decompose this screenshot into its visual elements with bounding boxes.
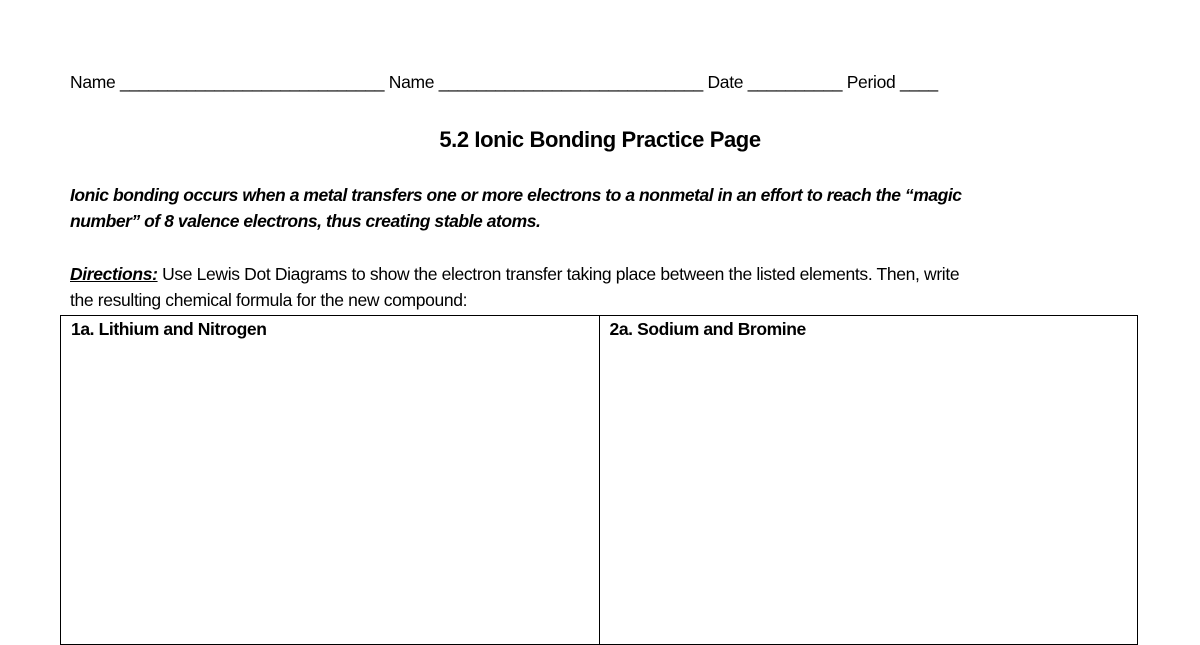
date-label: Date — [707, 72, 744, 92]
answer-cell-2a[interactable] — [599, 316, 1138, 644]
period-label: Period — [846, 72, 896, 92]
cell-heading: 1a. Lithium and Nitrogen — [71, 319, 267, 339]
name-blank[interactable]: ____________________________ — [438, 72, 703, 92]
directions-line: the resulting chemical formula for the new compound: — [70, 290, 468, 310]
name-label: Name — [388, 72, 435, 92]
name-blank[interactable]: ____________________________ — [120, 72, 385, 92]
directions-label: Directions: — [70, 264, 158, 284]
name-label: Name — [70, 72, 116, 92]
cell-heading: 2a. Sodium and Bromine — [609, 319, 806, 339]
answer-cell-1a[interactable] — [61, 316, 599, 644]
intro-text-line: Ionic bonding occurs when a metal transfers one or more electrons to a nonmetal in an effort to reach the “magic — [70, 185, 962, 205]
answer-table — [60, 315, 1138, 645]
student-info-header — [70, 72, 938, 93]
directions-text: Use Lewis Dot Diagrams to show the electron transfer taking place between the listed elements. Then, write — [157, 264, 960, 284]
period-blank[interactable]: ____ — [900, 72, 938, 92]
date-blank[interactable]: __________ — [747, 72, 843, 92]
intro-text-line: number” of 8 valence electrons, thus creating stable atoms. — [70, 211, 541, 231]
directions-line — [70, 264, 959, 285]
page-title: 5.2 Ionic Bonding Practice Page — [439, 127, 761, 152]
